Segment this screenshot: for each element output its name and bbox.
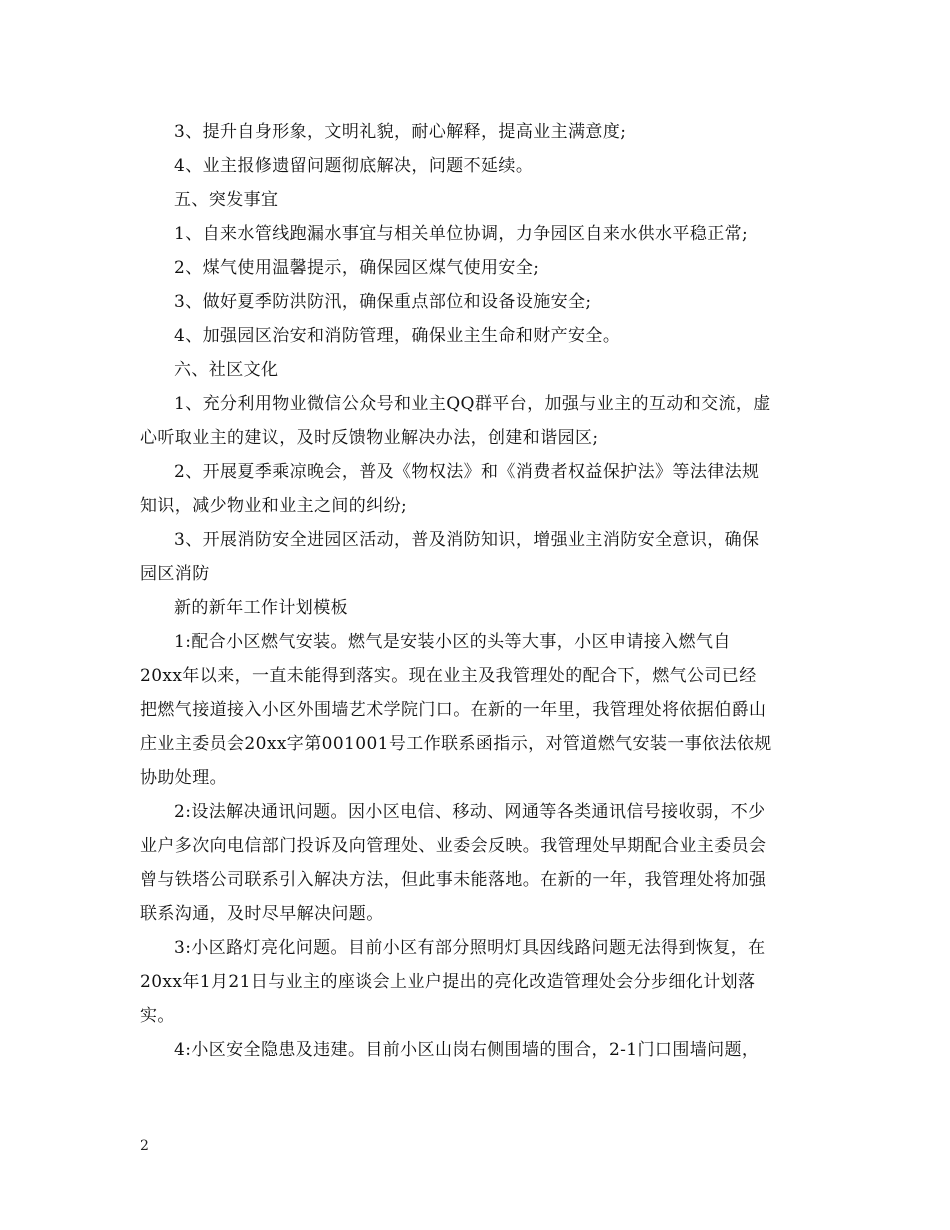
- text-line: 联系沟通，及时尽早解决问题。: [140, 904, 384, 924]
- text-line: 4、加强园区治安和消防管理，确保业主生命和财产安全。: [174, 326, 621, 346]
- document-body: [140, 115, 812, 1067]
- text-line: 把燃气接道接入小区外围墙艺术学院门口。在新的一年里，我管理处将依据伯爵山: [140, 700, 767, 720]
- text-line: 知识，减少物业和业主之间的纠纷;: [140, 496, 408, 516]
- text-line: 4:小区安全隐患及违建。目前小区山岗右侧围墙的围合，2-1门口围墙问题，: [174, 1040, 760, 1060]
- text-line: 2、开展夏季乘凉晚会，普及《物权法》和《消费者权益保护法》等法律法规: [174, 462, 760, 482]
- text-line: 五、突发事宜: [174, 190, 279, 210]
- text-line: 协助处理。: [140, 768, 227, 788]
- text-line: 3、开展消防安全进园区活动，普及消防知识，增强业主消防安全意识，确保: [174, 530, 760, 550]
- text-line: 实。: [140, 1006, 175, 1026]
- text-line: 20xx年以来，一直未能得到落实。现在业主及我管理处的配合下，燃气公司已经: [140, 666, 757, 686]
- text-line: 2、煤气使用温馨提示，确保园区煤气使用安全;: [174, 258, 540, 278]
- text-line: 业户多次向电信部门投诉及向管理处、业委会反映。我管理处早期配合业主委员会: [140, 836, 767, 856]
- text-line: 20xx年1月21日与业主的座谈会上业户提出的亮化改造管理处会分步细化计划落: [140, 972, 756, 992]
- text-line: 1、充分利用物业微信公众号和业主QQ群平台，加强与业主的互动和交流，虚: [174, 394, 771, 414]
- text-line: 新的新年工作计划模板: [174, 598, 348, 618]
- text-line: 心听取业主的建议，及时反馈物业解决办法，创建和谐园区;: [140, 428, 599, 448]
- text-line: 庄业主委员会20xx字第001001号工作联系函指示，对管道燃气安装一事依法依规: [140, 734, 772, 754]
- page-number: 2: [140, 1138, 149, 1154]
- text-line: 3、提升自身形象，文明礼貌，耐心解释，提高业主满意度;: [174, 122, 627, 142]
- text-line: 六、社区文化: [174, 360, 279, 380]
- text-line: 4、业主报修遗留问题彻底解决，问题不延续。: [174, 156, 534, 176]
- text-line: 园区消防: [140, 564, 210, 584]
- text-line: 3、做好夏季防洪防汛，确保重点部位和设备设施安全;: [174, 292, 592, 312]
- text-line: 曾与铁塔公司联系引入解决方法，但此事未能落地。在新的一年，我管理处将加强: [140, 870, 767, 890]
- text-line: 1:配合小区燃气安装。燃气是安装小区的头等大事，小区申请接入燃气自: [174, 632, 731, 652]
- text-line: 1、自来水管线跑漏水事宜与相关单位协调，力争园区自来水供水平稳正常;: [174, 224, 749, 244]
- text-line: 3:小区路灯亮化问题。目前小区有部分照明灯具因线路问题无法得到恢复，在: [174, 938, 766, 958]
- text-line: 2:设法解决通讯问题。因小区电信、移动、网通等各类通讯信号接收弱，不少: [174, 802, 766, 822]
